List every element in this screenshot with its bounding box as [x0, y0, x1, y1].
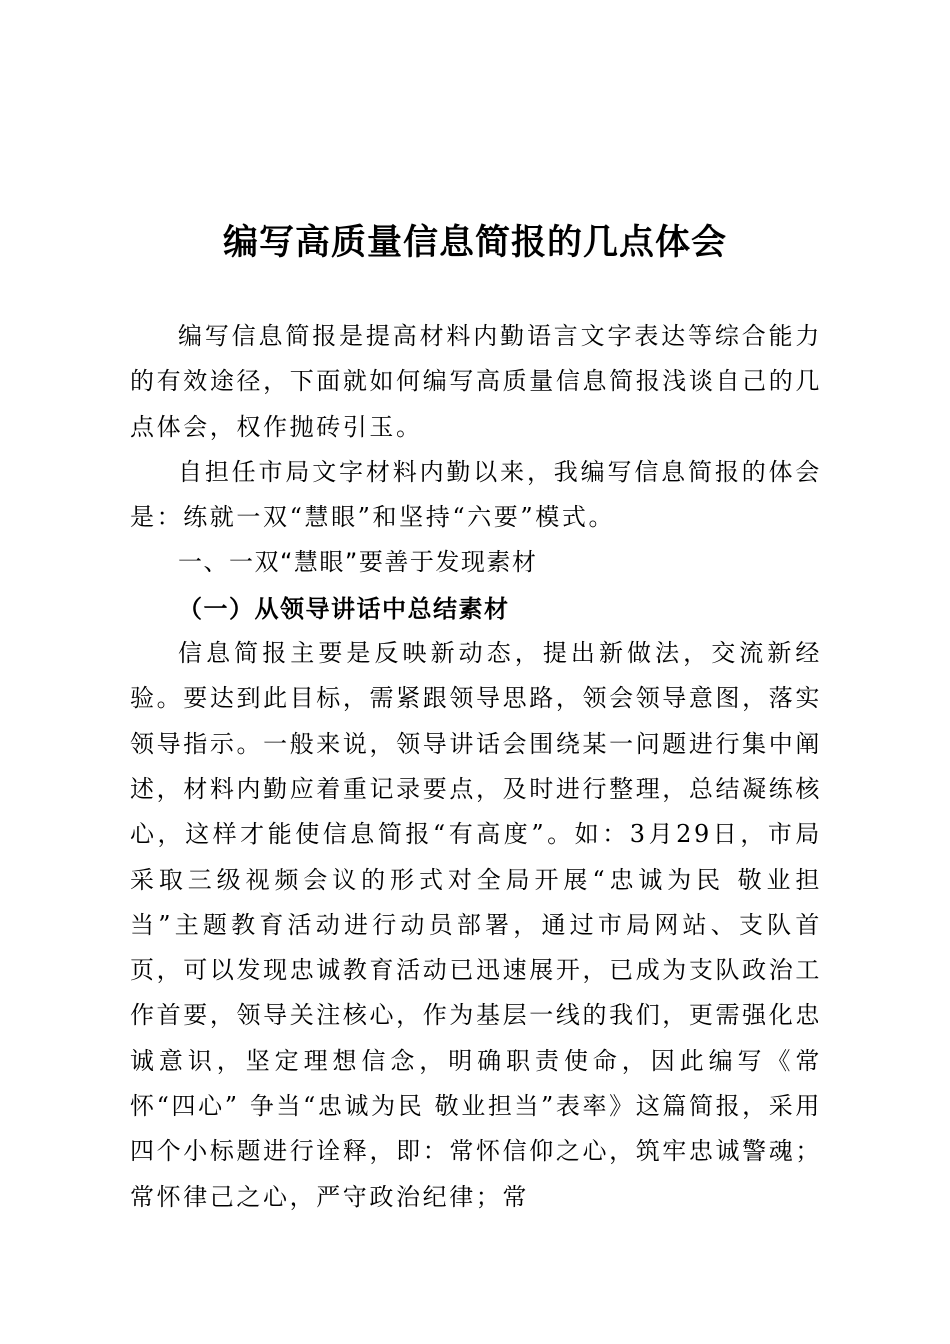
section-1-heading: 一、一双“慧眼”要善于发现素材: [178, 548, 538, 577]
intro-paragraph-2: 自担任市局文字材料内勤以来，我编写信息简报的体会是：练就一双“慧眼”和坚持“六要”模式。: [130, 457, 822, 532]
subsection-1-heading: （一）从领导讲话中总结素材: [178, 593, 510, 623]
subsection-1-paragraph: 信息简报主要是反映新动态，提出新做法，交流新经验。要达到此目标，需紧跟领导思路，领会领导意图，落实领导指示。一般来说，领导讲话会围绕某一问题进行集中阐述，材料内勤应着重记录要点，及时进行整理，总结凝练核心，这样才能使信息简报“有高度”。如：3月29日，市局采取三级视频会议的形式对全局开展“忠诚为民 敬业担当”主题教育活动进行动员部署，通过市局网站、支队首页，可以发现忠诚教育活动已迅速展开，已成为支队政治工作首要，领导关注核心，作为基层一线的我们，更需强化忠诚意识，坚定理想信念，明确职责使命，因此编写《常怀“四心” 争当“忠诚为民 敬业担当”表率》这篇简报，采用四个小标题进行诠释，即：常怀信仰之心，筑牢忠诚警魂；常怀律己之心，严守政治纪律；常: [130, 639, 822, 1211]
intro-paragraph-1: 编写信息简报是提高材料内勤语言文字表达等综合能力的有效途径，下面就如何编写高质量信息简报浅谈自己的几点体会，权作抛砖引玉。: [130, 322, 822, 441]
document-body: [130, 314, 822, 1220]
document-title: 编写高质量信息简报的几点体会: [222, 222, 727, 263]
